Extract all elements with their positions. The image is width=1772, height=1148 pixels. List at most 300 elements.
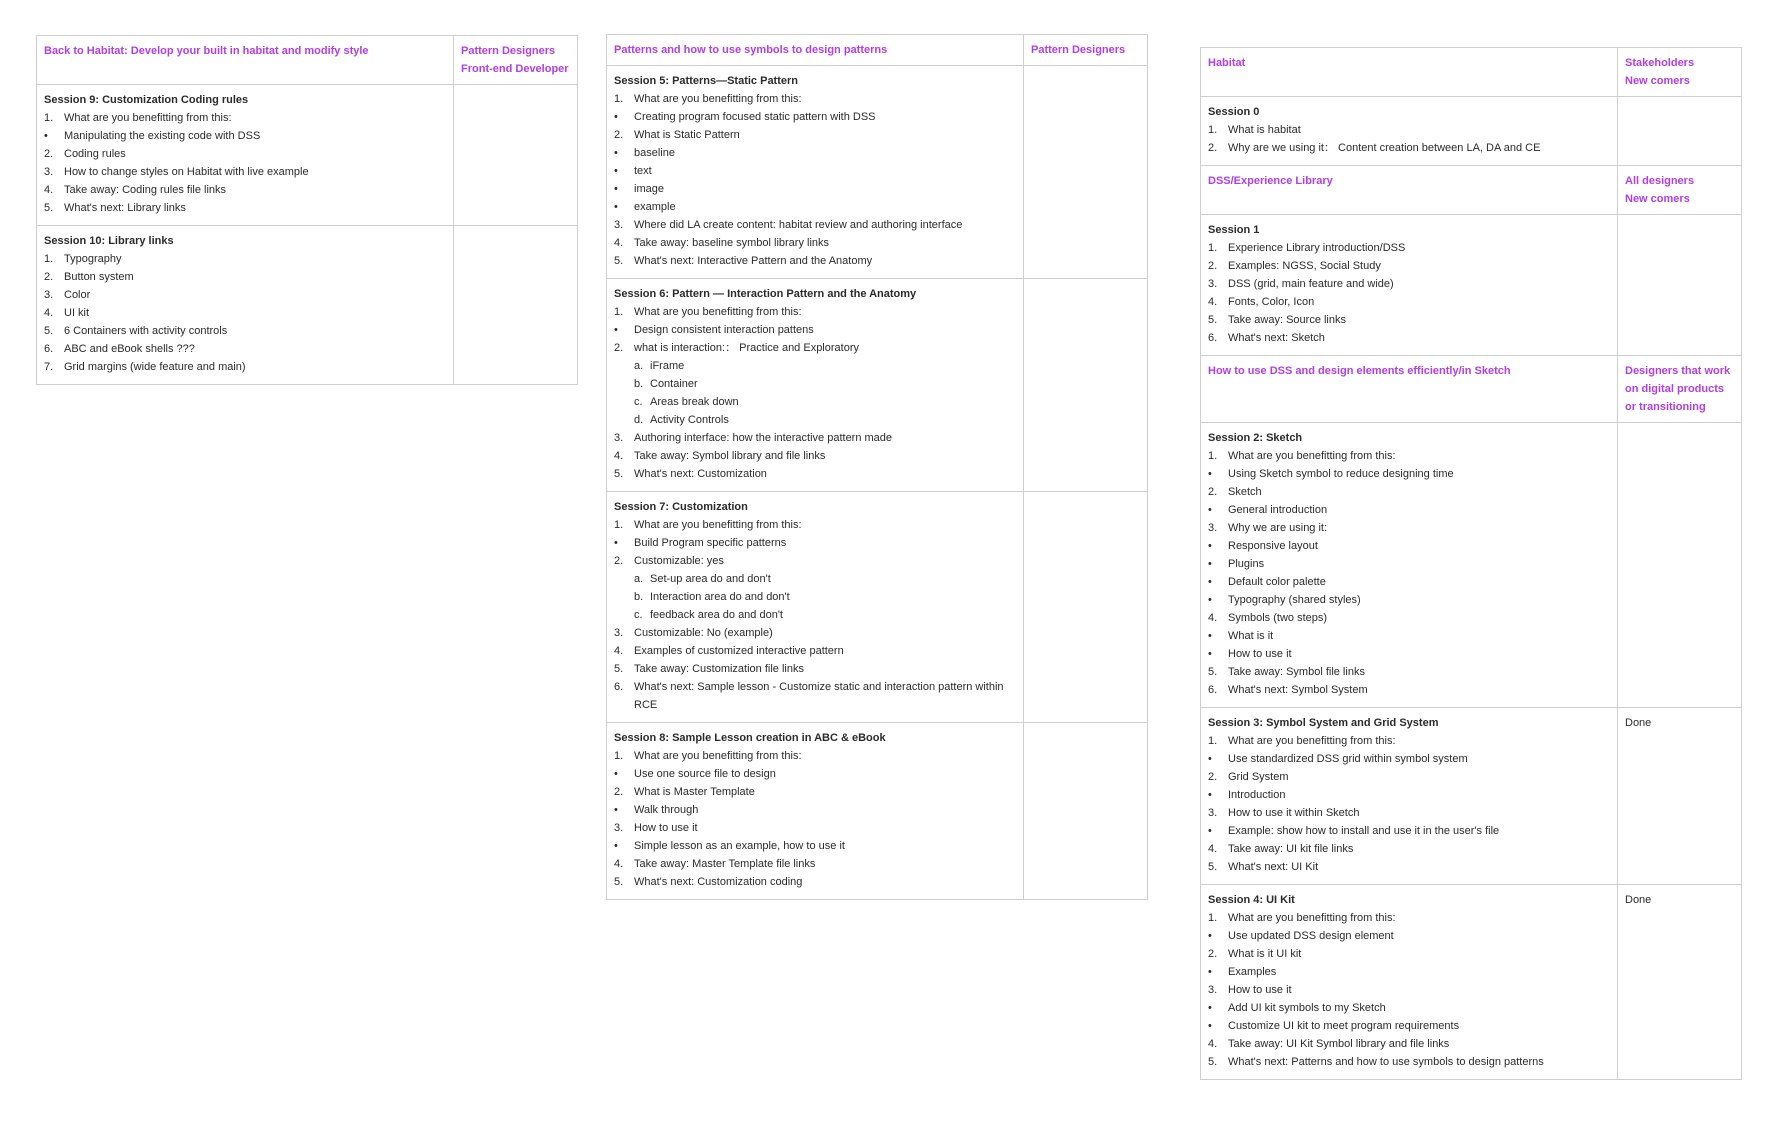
- list-marker: 2.: [44, 148, 54, 160]
- session-content-cell: [1201, 423, 1618, 708]
- list-marker: 3.: [44, 166, 54, 178]
- list-marker: 2.: [1208, 142, 1218, 154]
- list-item: [1208, 681, 1610, 699]
- list-marker: 1.: [614, 306, 624, 318]
- list-item-text: UI kit: [64, 307, 90, 319]
- session-status-cell: [1024, 492, 1148, 723]
- list-item-text: Add UI kit symbols to my Sketch: [1228, 1002, 1386, 1014]
- list-item: [1208, 483, 1610, 501]
- list-item-text: 6 Containers with activity controls: [64, 325, 228, 337]
- list-item-text: How to use it: [634, 822, 698, 834]
- list-item-text: Customizable: No (example): [634, 627, 773, 639]
- list-item: [614, 624, 1016, 642]
- list-marker: •: [1208, 1002, 1212, 1014]
- session-row: [37, 226, 578, 385]
- list-item-text: Customize UI kit to meet program requirements: [1228, 1020, 1460, 1032]
- session-title: Session 2: Sketch: [1208, 432, 1303, 444]
- list-marker: •: [614, 165, 618, 177]
- list-item-text: image: [634, 183, 664, 195]
- list-marker: 7.: [44, 361, 54, 373]
- list-marker: 4.: [614, 237, 624, 249]
- list-item: [1208, 768, 1610, 786]
- list-item-text: Use one source file to design: [634, 768, 776, 780]
- list-item-text: Take away: Customization file links: [634, 663, 804, 675]
- list-marker: 4.: [1208, 296, 1218, 308]
- list-item: [1208, 909, 1610, 927]
- session-row: [607, 279, 1148, 492]
- session-content-cell: [1201, 97, 1618, 166]
- list-item-text: feedback area do and don't: [650, 609, 783, 621]
- list-item-text: Color: [64, 289, 91, 301]
- list-marker: 6.: [614, 681, 624, 693]
- list-marker: 1.: [1208, 124, 1218, 136]
- section-title-cell: [1201, 356, 1618, 423]
- list-marker: •: [1208, 1020, 1212, 1032]
- list-item: [614, 783, 1016, 801]
- session-status-cell: [1024, 66, 1148, 279]
- section-title: DSS/Experience Library: [1208, 175, 1333, 187]
- session-title: Session 0: [1208, 106, 1260, 118]
- list-item-text: Coding rules: [64, 148, 126, 160]
- list-item-text: What's next: Sample lesson - Customize static and interaction pattern within RCE: [634, 681, 1004, 711]
- list-marker: 2.: [614, 786, 624, 798]
- list-item: [614, 447, 1016, 465]
- list-item-text: Customizable: yes: [634, 555, 724, 567]
- list-marker: 4.: [1208, 843, 1218, 855]
- list-marker: 5.: [1208, 666, 1218, 678]
- audience-role: New comers: [1625, 193, 1690, 205]
- list-item-text: Build Program specific patterns: [634, 537, 787, 549]
- list-marker: 2.: [614, 555, 624, 567]
- list-marker: 3.: [614, 822, 624, 834]
- list-item-text: What are you benefitting from this:: [64, 112, 232, 124]
- audience-role: Pattern Designers: [461, 45, 556, 57]
- list-marker: 2.: [614, 342, 624, 354]
- list-item-text: How to use it: [1228, 648, 1292, 660]
- list-marker: 2.: [1208, 771, 1218, 783]
- list-item: [1208, 645, 1610, 663]
- list-marker: 1.: [1208, 735, 1218, 747]
- list-item-text: What are you benefitting from this:: [634, 750, 802, 762]
- list-item: [614, 339, 1016, 357]
- table-back-to-habitat: [36, 35, 578, 385]
- list-item: [614, 108, 1016, 126]
- list-item: [1208, 239, 1610, 257]
- list-item: [614, 144, 1016, 162]
- list-item-text: General introduction: [1228, 504, 1328, 516]
- list-item: [44, 127, 446, 145]
- list-item: [1208, 786, 1610, 804]
- list-marker: •: [1208, 504, 1212, 516]
- list-item: [1208, 927, 1610, 945]
- list-marker: 1.: [44, 112, 54, 124]
- list-item: [1208, 858, 1610, 876]
- list-marker: 2.: [1208, 260, 1218, 272]
- list-item-text: Typography: [64, 253, 122, 265]
- list-marker: 5.: [1208, 861, 1218, 873]
- list-item: [1208, 519, 1610, 537]
- list-item: [1208, 573, 1610, 591]
- session-status-cell: [1618, 885, 1742, 1080]
- section-header-row: [607, 35, 1148, 66]
- session-row: [607, 492, 1148, 723]
- list-marker: •: [614, 201, 618, 213]
- audience-role: Pattern Designers: [1031, 44, 1126, 56]
- session-row: [607, 66, 1148, 279]
- list-item: [614, 90, 1016, 108]
- list-item-text: What is habitat: [1228, 124, 1301, 136]
- list-item: [1208, 465, 1610, 483]
- list-item-text: Take away: Coding rules file links: [64, 184, 227, 196]
- section-title: Habitat: [1208, 57, 1246, 69]
- list-item-text: Plugins: [1228, 558, 1265, 570]
- list-item-text: Authoring interface: how the interactive pattern made: [634, 432, 893, 444]
- list-item: [1208, 293, 1610, 311]
- list-item-text: Set-up area do and don't: [650, 573, 771, 585]
- session-status-cell: [1024, 723, 1148, 900]
- session-title: Session 9: Customization Coding rules: [44, 94, 249, 106]
- list-item-text: Take away: Symbol file links: [1228, 666, 1365, 678]
- session-row: [37, 85, 578, 226]
- list-marker: 5.: [614, 255, 624, 267]
- list-marker: b.: [634, 378, 644, 390]
- list-item: [614, 642, 1016, 660]
- list-item-text: Take away: UI Kit Symbol library and file links: [1228, 1038, 1450, 1050]
- list-item: [44, 109, 446, 127]
- list-item-text: What's next: Sketch: [1228, 332, 1325, 344]
- list-marker: •: [1208, 540, 1212, 552]
- list-item: [44, 199, 446, 217]
- list-item: [614, 606, 1016, 624]
- list-marker: 4.: [44, 184, 54, 196]
- list-item: [1208, 999, 1610, 1017]
- session-title: Session 6: Pattern — Interaction Pattern and the Anatomy: [614, 288, 917, 300]
- list-item-text: ABC and eBook shells ???: [64, 343, 195, 355]
- section-header-row: [1201, 356, 1742, 423]
- list-item-text: Grid margins (wide feature and main): [64, 361, 246, 373]
- list-item: [44, 181, 446, 199]
- list-item-text: Design consistent interaction pattens: [634, 324, 814, 336]
- session-status-cell: [1618, 423, 1742, 708]
- list-marker: 1.: [614, 519, 624, 531]
- list-marker: •: [1208, 576, 1212, 588]
- list-item: [1208, 1053, 1610, 1071]
- session-title: Session 7: Customization: [614, 501, 748, 513]
- list-item: [44, 250, 446, 268]
- list-marker: 2.: [614, 129, 624, 141]
- list-item: [1208, 627, 1610, 645]
- list-item: [1208, 311, 1610, 329]
- list-marker: 3.: [1208, 522, 1218, 534]
- list-item-text: iFrame: [650, 360, 685, 372]
- session-row: [1201, 708, 1742, 885]
- list-item: [1208, 840, 1610, 858]
- list-item-text: Experience Library introduction/DSS: [1228, 242, 1406, 254]
- list-item: [614, 765, 1016, 783]
- list-item: [1208, 555, 1610, 573]
- list-item: [44, 286, 446, 304]
- section-title-cell: [37, 36, 454, 85]
- list-item: [614, 747, 1016, 765]
- list-item: [44, 304, 446, 322]
- section-header-row: [1201, 166, 1742, 215]
- list-marker: •: [614, 768, 618, 780]
- list-item: [1208, 609, 1610, 627]
- list-marker: 4.: [44, 307, 54, 319]
- list-marker: d.: [634, 414, 644, 426]
- list-marker: •: [1208, 558, 1212, 570]
- list-marker: 4.: [614, 450, 624, 462]
- session-content-cell: [1201, 885, 1618, 1080]
- list-item: [44, 163, 446, 181]
- list-marker: 1.: [1208, 242, 1218, 254]
- status-text: Done: [1625, 717, 1652, 729]
- list-item-text: What are you benefitting from this:: [634, 306, 802, 318]
- list-marker: b.: [634, 591, 644, 603]
- section-header-row: [37, 36, 578, 85]
- list-marker: 3.: [1208, 984, 1218, 996]
- list-item-text: Where did LA create content: habitat review and authoring interface: [634, 219, 963, 231]
- list-item-text: text: [634, 165, 652, 177]
- list-item: [614, 552, 1016, 570]
- list-item: [1208, 750, 1610, 768]
- list-marker: 3.: [1208, 807, 1218, 819]
- list-item-text: Take away: Symbol library and file links: [634, 450, 826, 462]
- list-marker: •: [1208, 648, 1212, 660]
- list-item: [614, 252, 1016, 270]
- list-item: [1208, 591, 1610, 609]
- list-item-text: Take away: baseline symbol library links: [634, 237, 830, 249]
- list-item-text: What are you benefitting from this:: [1228, 912, 1396, 924]
- session-content-cell: [607, 66, 1024, 279]
- list-marker: 2.: [1208, 948, 1218, 960]
- list-marker: 5.: [614, 876, 624, 888]
- section-title: How to use DSS and design elements efficiently/in Sketch: [1208, 365, 1511, 377]
- list-item: [1208, 139, 1610, 157]
- list-item-text: What are you benefitting from this:: [634, 519, 802, 531]
- section-title-cell: [1201, 166, 1618, 215]
- list-item-text: Manipulating the existing code with DSS: [64, 130, 261, 142]
- session-content-cell: [1201, 215, 1618, 356]
- list-item-text: What's next: Customization coding: [634, 876, 803, 888]
- list-item: [1208, 963, 1610, 981]
- list-item: [1208, 275, 1610, 293]
- list-item-text: What's next: Library links: [64, 202, 186, 214]
- list-item: [1208, 1017, 1610, 1035]
- list-item: [614, 801, 1016, 819]
- list-marker: •: [614, 840, 618, 852]
- list-item: [1208, 121, 1610, 139]
- list-item: [614, 216, 1016, 234]
- list-item-text: What are you benefitting from this:: [634, 93, 802, 105]
- list-marker: a.: [634, 360, 644, 372]
- list-item: [1208, 329, 1610, 347]
- session-status-cell: [1024, 279, 1148, 492]
- list-item: [614, 126, 1016, 144]
- session-title: Session 4: UI Kit: [1208, 894, 1295, 906]
- list-item-text: Example: show how to install and use it in the user's file: [1228, 825, 1500, 837]
- list-item-text: Why we are using it:: [1228, 522, 1328, 534]
- list-item: [614, 303, 1016, 321]
- audience-cell: [1618, 166, 1742, 215]
- list-marker: •: [44, 130, 48, 142]
- list-marker: 5.: [44, 325, 54, 337]
- list-item: [44, 268, 446, 286]
- list-item-text: Sketch: [1228, 486, 1262, 498]
- list-marker: 1.: [1208, 912, 1218, 924]
- list-marker: 3.: [44, 289, 54, 301]
- list-marker: 5.: [614, 663, 624, 675]
- list-marker: •: [1208, 930, 1212, 942]
- list-marker: •: [614, 537, 618, 549]
- list-item-text: What is Static Pattern: [634, 129, 740, 141]
- list-item-text: Interaction area do and don't: [650, 591, 790, 603]
- audience-cell: [1024, 35, 1148, 66]
- list-marker: 3.: [1208, 278, 1218, 290]
- list-marker: 5.: [1208, 1056, 1218, 1068]
- audience-role: Front-end Developer: [461, 63, 569, 75]
- list-item: [44, 358, 446, 376]
- session-content-cell: [607, 492, 1024, 723]
- list-item: [614, 180, 1016, 198]
- list-item: [614, 198, 1016, 216]
- list-marker: 3.: [614, 219, 624, 231]
- list-item-text: Examples: [1228, 966, 1277, 978]
- list-item-text: what is interaction:： Practice and Exploratory: [634, 342, 859, 354]
- list-item-text: Introduction: [1228, 789, 1286, 801]
- list-marker: •: [614, 147, 618, 159]
- list-item: [614, 429, 1016, 447]
- session-row: [1201, 215, 1742, 356]
- list-item-text: Activity Controls: [650, 414, 729, 426]
- list-item-text: Examples: NGSS, Social Study: [1228, 260, 1381, 272]
- list-marker: •: [1208, 789, 1212, 801]
- session-status-cell: [1618, 708, 1742, 885]
- list-item: [614, 465, 1016, 483]
- list-item-text: What are you benefitting from this:: [1228, 450, 1396, 462]
- list-item: [1208, 663, 1610, 681]
- list-marker: •: [614, 183, 618, 195]
- session-content-cell: [607, 723, 1024, 900]
- list-marker: •: [1208, 630, 1212, 642]
- list-marker: 4.: [614, 858, 624, 870]
- list-marker: •: [614, 804, 618, 816]
- list-item-text: What are you benefitting from this:: [1228, 735, 1396, 747]
- list-item: [614, 393, 1016, 411]
- list-marker: 1.: [1208, 450, 1218, 462]
- list-item-text: Using Sketch symbol to reduce designing time: [1228, 468, 1454, 480]
- list-item: [1208, 537, 1610, 555]
- list-item-text: What is it UI kit: [1228, 948, 1302, 960]
- list-item-text: What is it: [1228, 630, 1274, 642]
- list-marker: 4.: [1208, 1038, 1218, 1050]
- session-row: [1201, 423, 1742, 708]
- list-item-text: Symbols (two steps): [1228, 612, 1328, 624]
- list-item: [614, 819, 1016, 837]
- list-item-text: Responsive layout: [1228, 540, 1318, 552]
- list-item-text: Why are we using it： Content creation between LA, DA and CE: [1228, 142, 1541, 154]
- list-marker: •: [1208, 594, 1212, 606]
- list-item: [44, 145, 446, 163]
- list-item: [614, 516, 1016, 534]
- list-marker: c.: [634, 609, 643, 621]
- list-marker: •: [1208, 468, 1212, 480]
- list-item: [1208, 804, 1610, 822]
- list-item: [614, 411, 1016, 429]
- session-content-cell: [37, 226, 454, 385]
- list-item: [1208, 981, 1610, 999]
- list-item: [614, 588, 1016, 606]
- list-marker: •: [614, 324, 618, 336]
- list-item: [44, 322, 446, 340]
- list-item: [614, 162, 1016, 180]
- list-item-text: Typography (shared styles): [1228, 594, 1361, 606]
- list-item: [1208, 822, 1610, 840]
- list-item: [1208, 501, 1610, 519]
- list-marker: 5.: [1208, 314, 1218, 326]
- list-item-text: What is Master Template: [634, 786, 755, 798]
- list-item-text: Take away: Source links: [1228, 314, 1346, 326]
- list-item: [1208, 732, 1610, 750]
- list-marker: 2.: [44, 271, 54, 283]
- list-item: [1208, 945, 1610, 963]
- list-item-text: Container: [650, 378, 698, 390]
- list-item-text: DSS (grid, main feature and wide): [1228, 278, 1394, 290]
- list-item-text: Take away: Master Template file links: [634, 858, 816, 870]
- audience-cell: [1618, 48, 1742, 97]
- list-marker: 5.: [44, 202, 54, 214]
- list-item-text: Creating program focused static pattern with DSS: [634, 111, 876, 123]
- session-status-cell: [1618, 97, 1742, 166]
- list-item-text: Grid System: [1228, 771, 1289, 783]
- session-title: Session 1: [1208, 224, 1260, 236]
- list-marker: •: [1208, 825, 1212, 837]
- list-marker: •: [1208, 966, 1212, 978]
- list-item-text: example: [634, 201, 676, 213]
- session-title: Session 10: Library links: [44, 235, 174, 247]
- list-item-text: How to change styles on Habitat with live example: [64, 166, 309, 178]
- list-marker: 2.: [1208, 486, 1218, 498]
- list-item-text: How to use it: [1228, 984, 1292, 996]
- session-content-cell: [1201, 708, 1618, 885]
- list-marker: 3.: [614, 432, 624, 444]
- list-item-text: Areas break down: [650, 396, 739, 408]
- list-marker: a.: [634, 573, 644, 585]
- audience-role: All designers: [1625, 175, 1695, 187]
- list-item: [614, 375, 1016, 393]
- list-item-text: Simple lesson as an example, how to use it: [634, 840, 845, 852]
- list-item-text: Fonts, Color, Icon: [1228, 296, 1315, 308]
- list-item: [614, 534, 1016, 552]
- list-marker: 1.: [44, 253, 54, 265]
- list-item-text: Walk through: [634, 804, 699, 816]
- section-title-cell: [1201, 48, 1618, 97]
- session-row: [1201, 97, 1742, 166]
- list-item-text: Examples of customized interactive pattern: [634, 645, 844, 657]
- table-patterns: [606, 34, 1148, 900]
- session-content-cell: [37, 85, 454, 226]
- list-item-text: Default color palette: [1228, 576, 1326, 588]
- list-item-text: Use standardized DSS grid within symbol system: [1228, 753, 1468, 765]
- audience-role: Stakeholders: [1625, 57, 1695, 69]
- session-row: [1201, 885, 1742, 1080]
- list-item: [614, 855, 1016, 873]
- list-marker: 3.: [614, 627, 624, 639]
- session-title: Session 5: Patterns—Static Pattern: [614, 75, 799, 87]
- list-marker: 4.: [614, 645, 624, 657]
- audience-cell: [1618, 356, 1742, 423]
- table-habitat-dss: [1200, 47, 1742, 1080]
